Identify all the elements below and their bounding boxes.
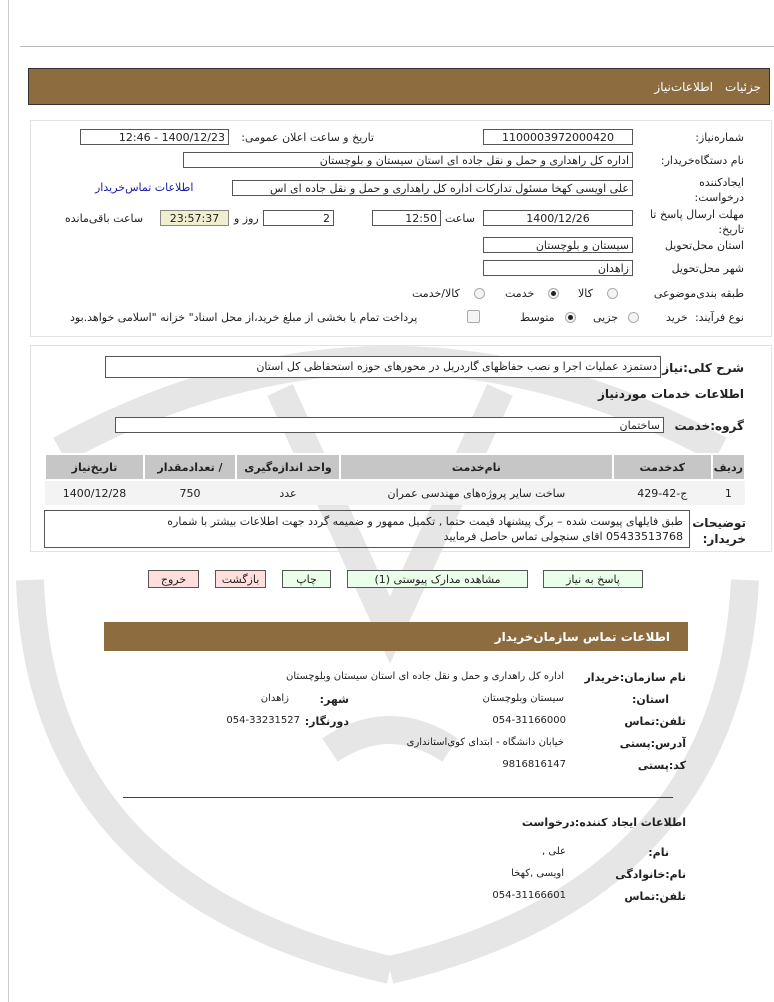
view-attachments-button[interactable]: مشاهده مدارک پیوستی (1) <box>347 570 528 588</box>
phone-value: 054-31166000 <box>492 715 566 726</box>
table-row <box>45 480 745 505</box>
col-name: نام‌خدمت <box>340 454 613 480</box>
section-divider <box>123 797 673 798</box>
creator-phone-value: 054-31166601 <box>492 890 566 901</box>
col-row: ردیف <box>712 454 745 480</box>
process-option-minor: جزیی <box>593 311 619 324</box>
col-code: کدخدمت <box>613 454 712 480</box>
col-qty: / تعدادمقدار <box>144 454 236 480</box>
process-option-medium: متوسط <box>520 311 555 324</box>
services-title: اطلاعات خدمات موردنیاز <box>597 387 744 401</box>
cell-row: 1 <box>712 480 745 505</box>
category-radio-goods-service[interactable] <box>474 288 485 299</box>
summary-label: شرح کلی:نیاز <box>662 361 744 375</box>
fax-value: 054-33231527 <box>226 715 300 726</box>
name-value: علی , <box>542 846 566 857</box>
deadline-date-field[interactable]: 1400/12/26 <box>483 210 633 226</box>
process-radio-medium[interactable] <box>565 312 576 323</box>
cell-date: 1400/12/28 <box>45 480 144 505</box>
notes-field[interactable] <box>44 510 690 548</box>
category-option-goods: کالا <box>578 287 593 300</box>
category-option-service: خدمت <box>505 287 535 300</box>
category-radio-goods[interactable] <box>607 288 618 299</box>
payment-checkbox[interactable] <box>467 310 480 323</box>
summary-field[interactable]: دستمزد عملیات اجرا و نصب حفاظهای گاردریل در محورهای حوزه استحفاظی کل استان <box>105 356 661 378</box>
creator-label: ایجادکننده درخواست: <box>694 176 744 204</box>
phone-label: تلفن:تماس <box>624 715 686 728</box>
remaining-label: ساعت باقی‌مانده <box>65 212 144 225</box>
address-label: آدرس:پستی <box>619 737 686 750</box>
cell-qty: 750 <box>144 480 236 505</box>
page-border <box>8 0 9 1002</box>
buyer-contact-link[interactable]: اطلاعات تماس‌خریدار <box>95 181 194 194</box>
buyer-org-field[interactable]: اداره کل راهداری و حمل و نقل جاده ای استان سیستان و بلوچستان <box>183 152 633 168</box>
process-radio-minor[interactable] <box>628 312 639 323</box>
city-field[interactable]: زاهدان <box>483 260 633 276</box>
process-label: نوع فرآیند: <box>694 311 744 324</box>
category-option-goods-service: کالا/خدمت <box>412 287 460 300</box>
details-header-bar <box>28 68 770 105</box>
cell-name: ساخت سایر پروژه‌های مهندسی عمران <box>340 480 613 505</box>
reply-button[interactable]: پاسخ به نیاز <box>543 570 643 588</box>
announce-field[interactable]: 1400/12/23 - 12:46 <box>80 129 229 145</box>
tab-details[interactable]: جزئیات <box>725 80 761 94</box>
creator-phone-label: تلفن:تماس <box>624 890 686 903</box>
need-number-label: شماره‌نیاز: <box>695 131 744 144</box>
category-label: طبقه بندی‌موضوعی <box>653 287 744 300</box>
cell-unit: عدد <box>236 480 340 505</box>
days-label: روز و <box>234 212 259 225</box>
notes-label: توضیحات خریدار: <box>692 516 746 546</box>
cell-code: ج-42-429 <box>613 480 712 505</box>
group-label: گروه:خدمت <box>674 419 744 433</box>
tab-need-info[interactable]: اطلاعات‌نیاز <box>654 80 713 94</box>
province-label: استان محل‌تحویل <box>664 239 744 252</box>
province-contact-value: سیستان وبلوچستان <box>482 693 564 704</box>
deadline-time-field[interactable]: 12:50 <box>372 210 441 226</box>
remaining-time: 23:57:37 <box>160 210 229 226</box>
contact-header-bar <box>104 622 688 651</box>
city-contact-label: شهر: <box>319 693 349 706</box>
services-table <box>44 453 746 505</box>
notes-line-1: طبق فایلهای پیوست شده – برگ پیشنهاد قیمت حتما , تکمیل ممهور و ضمیمه گردد جهت اطلاعات بیشتر با شماره <box>167 515 683 528</box>
notes-line-2: 05433513768 اقای سنچولی تماس حاصل فرمایید <box>443 530 683 543</box>
deadline-label: مهلت ارسال پاسخ تا تاریخ: <box>650 208 744 236</box>
group-field[interactable]: ساختمان <box>115 417 664 433</box>
city-contact-value: زاهدان <box>260 693 289 704</box>
category-radio-service[interactable] <box>548 288 559 299</box>
family-label: نام:خانوادگی <box>615 868 686 881</box>
divider <box>20 46 774 47</box>
announce-label: تاریخ و ساعت اعلان عمومی: <box>241 131 374 144</box>
fax-label: دورنگار: <box>304 715 349 728</box>
print-button[interactable]: چاپ <box>282 570 331 588</box>
org-label: نام سازمان:خریدار <box>584 671 686 684</box>
contact-title: اطلاعات تماس سازمان‌خریدار <box>494 630 670 644</box>
family-value: اویسی ,کهخا <box>511 868 564 879</box>
city-label: شهر محل‌تحویل <box>671 262 744 275</box>
province-contact-label: استان: <box>632 693 669 706</box>
table-header-row <box>45 454 745 480</box>
exit-button[interactable]: خروج <box>148 570 199 588</box>
buyer-org-label: نام دستگاه‌خریدار: <box>660 154 744 167</box>
days-field[interactable]: 2 <box>263 210 334 226</box>
province-field[interactable]: سیستان و بلوچستان <box>483 237 633 253</box>
creator-info-title: اطلاعات ایجاد کننده:درخواست <box>521 816 686 829</box>
col-date: تاریخ‌نیاز <box>45 454 144 480</box>
col-unit: واحد اندازه‌گیری <box>236 454 340 480</box>
back-button[interactable]: بازگشت <box>215 570 266 588</box>
need-number-field[interactable]: 1100003972000420 <box>483 129 633 145</box>
org-value: اداره کل راهداری و حمل و نقل جاده ای استان سیستان وبلوچستان <box>286 671 564 682</box>
time-label: ساعت <box>445 212 475 225</box>
payment-note: پرداخت تمام یا بخشی از مبلغ خرید،از محل اسناد" خزانه "اسلامی خواهد.بود <box>70 311 418 324</box>
address-value: خیابان دانشگاه - ابتدای کوی‌استانداری <box>406 737 564 748</box>
postal-value: 9816816147 <box>502 759 566 770</box>
process-option-purchase: خرید <box>666 311 688 324</box>
postal-label: کد:پستی <box>637 759 686 772</box>
name-label: نام: <box>648 846 669 859</box>
creator-field[interactable]: علی اویسی کهخا مسئول تدارکات اداره کل راهداری و حمل و نقل جاده ای اس <box>232 180 633 196</box>
